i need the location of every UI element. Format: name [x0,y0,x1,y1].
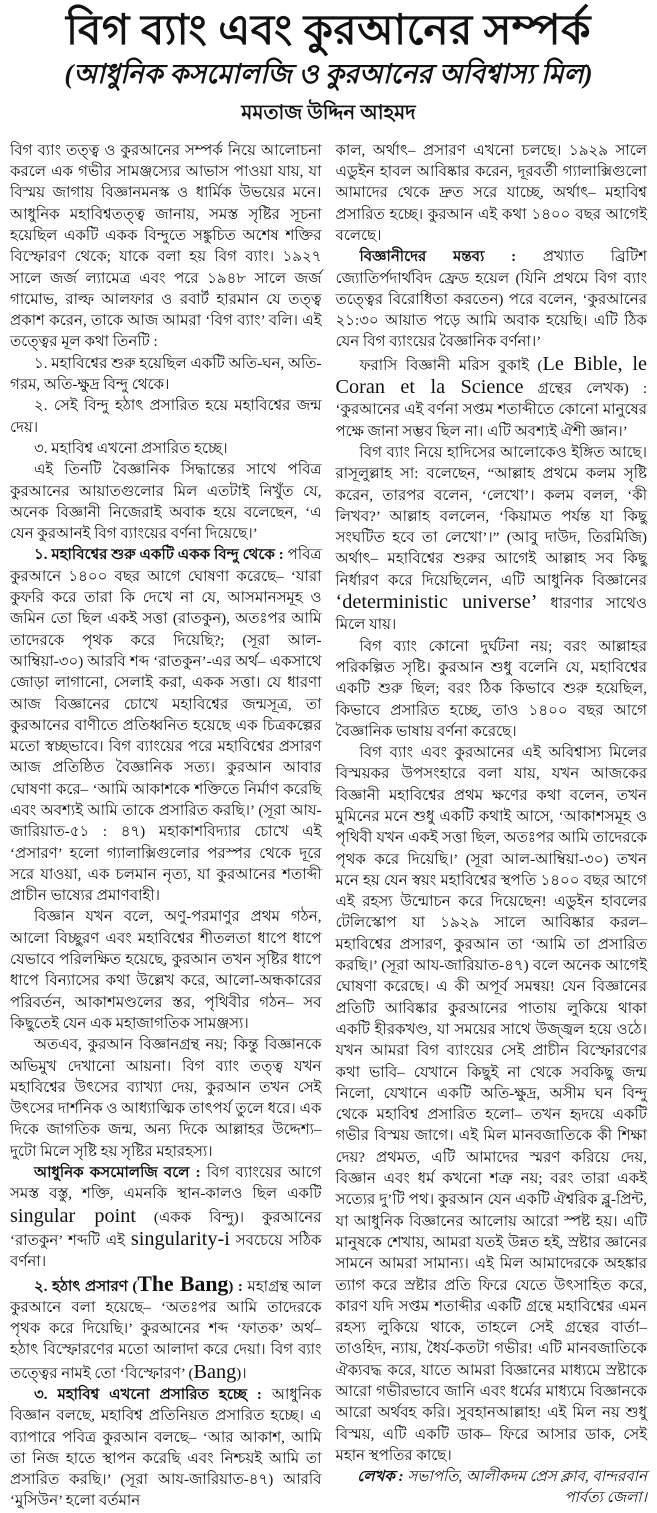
paragraph [336,637,648,743]
section-lead: ৩. মহাবিশ্ব এখনো প্রসারিত হচ্ছে : [34,1387,262,1403]
right-column [336,141,648,1510]
text-segment: বিগ ব্যাং নিয়ে হাদিসের আলোকেও ইঙ্গিত আছে। রাসূলুল্লাহ সা: বলেছেন, “আল্লাহ প্রথমে কলম সৃষ্টি করেন, তারপর বলেন, ‘লেখো’। কলম বলল, ‘কী লিখব?’ আল্লাহ বললেন, ‘কিয়ামত পর্যন্ত যা কিছু সংঘটিত হবে তা লেখো’।” (আবু দাউদ, তিরমিজি) অর্থাৎ– মহাবিশ্বের শুরুর আগেই আল্লাহ সব কিছু নির্ধারণ করে দিয়েছিলেন, এটি আধুনিক বিজ্ঞানের [335,444,647,589]
latin-term: Le Bible, le Coran et la Science [335,352,648,399]
latin-term: ‘deterministic universe’ [335,591,538,614]
text-segment: অতএব, কুরআন বিজ্ঞানগ্রন্থ নয়; কিন্তু বিজ্ঞানকে অভিমুখ দেখানো আয়না। বিগ ব্যাং তত্ত্ব যখন মহাবিশ্বের উৎসের ব্যাখ্যা দেয়, কুরআন তখন সেই উৎসের দার্শনিক ও আধ্যাত্মিক তাৎপর্য তুলে ধরে। এক দিকে জাগতিক জন্ম, অন্য দিকে আল্লাহর উদ্দেশ্য– দুটো মিলে সৃষ্টি হয় সৃষ্টির মহারহস্য। [10,1037,322,1160]
text-segment: কাল, অর্থাৎ– প্রসারণ এখনো চলছে। ১৯২৯ সালে এডুইন হাবল আবিষ্কার করেন, দূরবর্তী গ্যালাক্সিগুলো আমাদের থেকে দ্রুত সরে যাচ্ছে, অর্থাৎ– মহাবিশ্ব প্রসারিত হচ্ছে। কুরআন এই কথা ১৪০০ বছর আগেই বলেছে। [335,142,647,244]
latin-term: The Bang [137,1271,229,1296]
text-segment: গ্রন্থের লেখক) : ‘কুরআনের এই বর্ণনা সপ্তম শতাব্দীতে কোনো মানুষের পক্ষে জানা সম্ভব ছিল না। এটি অবশ্যই ঐশী জ্ঞান।’ [335,381,648,440]
paragraph [10,545,322,907]
article-author-byline: মমতাজ উদ্দিন আহমদ [241,101,416,124]
paragraph [10,907,322,1035]
paragraph [10,396,322,439]
text-segment: সভাপতি, আলীকদম প্রেস ক্লাব, বান্দরবান পার্বত্য জেলা। [403,1469,647,1507]
text-segment: বিগ ব্যাংয়ের আগে সমস্ত বস্তু, শক্তি, এমনকি স্থান-কালও ছিল একটি [10,1165,322,1203]
text-segment: বিগ ব্যাং এবং কুরআনের এই অবিশ্বাস্য মিলের বিস্ময়কর উপসংহারে বলা যায়, যখন আজকের বিজ্ঞানী মহাবিশ্বের প্রথম ক্ষণের কথা বলেন, তখন মুমিনের মনে শুধু একটি কথাই আসে, ‘আকাশসমূহ ও পৃথিবী যখন একই সত্তা ছিল, অতঃপর আমি তাদেরকে পৃথক করে দিয়েছি।’ (সূরা আল-আম্বিয়া-৩০) তখন মনে হয় যেন স্বয়ং মহাবিশ্বের স্থপতি ১৪০০ বছর আগে এই রহস্য উন্মোচন করে দিয়েছেন! এডুইন হাবলের টেলিস্কোপ যা ১৯২৯ সালে আবিষ্কার করল– মহাবিশ্বের প্রসারণ, কুরআন তা ‘আমি তা প্রসারিত করছি।’ (সূরা আয-জারিয়াত-৪৭) বলে অনেক আগেই ঘোষণা করেছে। এ কী অপূর্ব সমন্বয়! যেন বিজ্ঞানের প্রতিটি আবিষ্কার কুরআনের পাতায় লুকিয়ে থাকা একটি হীরকখণ্ড, যা সময়ের সাথে উজ্জ্বল হয়ে ওঠে। যখন আমরা বিগ ব্যাংয়ের সেই প্রাচীন বিস্ফোরণের কথা ভাবি– যেখানে কিছুই না থেকে সবকিছু জন্ম নিলো, যেখানে একটি অতি-ক্ষুদ্র, অসীম ঘন বিন্দু থেকে মহাবিশ্ব প্রসারিত হলো– তখন হৃদয়ে একটি গভীর বিস্ময় জাগে। এই মিল মানবজাতিকে কী শিক্ষা দেয়? প্রথমত, এটি আমাদের স্মরণ করিয়ে দেয়, বিজ্ঞান এবং ধর্ম কখনো শত্রু নয়; বরং তারা একই সত্যের দু’টি পথ। কুরআন যেন একটি ঐশ্বরিক ব্লু-প্রিন্ট, যা আধুনিক বিজ্ঞানের আলোয় আরো স্পষ্ট হয়। এটি মানুষকে শেখায়, আমরা যতই উন্নত হই, স্রষ্টার জ্ঞানের সামনে আমরা সামান্য। এই মিল আমাদেরকে অহঙ্কার ত্যাগ করে স্রষ্টার প্রতি ফিরে যেতে উৎসাহিত করে, কারণ যদি সপ্তম শতাব্দীর একটি গ্রন্থে মহাবিশ্বের এমন রহস্য লুকিয়ে থাকে, তাহলে সেই গ্রন্থের বার্তা– তাওহিদ, ন্যায়, ধৈর্য-কতটা গভীর! এটি মানবজাতিকে ঐক্যবদ্ধ করে, যাতে আমরা বিজ্ঞানের মাধ্যমে স্রষ্টাকে আরো গভীরভাবে জানি এবং ধর্মের মাধ্যমে বিজ্ঞানকে আরো অর্থবহ করি। সুবহানআল্লাহ! এই মিল নয় শুধু বিস্ময়, এটি একটি ডাক– ফিরে আসার ডাক, সেই মহান স্থপতির কাছে। [335,745,647,1464]
section-lead: বিজ্ঞানীদের মন্তব্য : [359,249,517,266]
paragraph [10,354,322,397]
latin-term: singularity-i [130,1227,230,1250]
paragraph [10,1271,322,1385]
text-segment: বিগ ব্যাং কোনো দুর্ঘটনা নয়; বরং আল্লাহর পরিকল্পিত সৃষ্টি। কুরআন শুধু বলেনি যে, মহাবিশ্বের একটি শুরু ছিল; বরং ঠিক কিভাবে শুরু হয়েছিল, কিভাবে প্রসারিত হচ্ছে, তাও ১৪০০ বছর আগে বৈজ্ঞানিক ভাষায় বর্ণনা করেছে। [335,638,647,740]
text-segment: পবিত্র কুরআনে ১৪০০ বছর আগে ঘোষণা করেছে– ‘যারা কুফরি করে তারা কি দেখে না যে, আসমানসমূহ ও জমিন তো ছিল একই সত্তা (রাতকুন), অতঃপর আমি তাদেরকে পৃথক করে দিয়েছি?; (সূরা আল-আম্বিয়া-৩০) আরবি শব্দ ‘রাতকুন’-এর অর্থ– একসাথে জোড়া লাগানো, সেলাই করা, একক সত্তা। যে ধারণা আজ বিজ্ঞানের চোখে মহাবিশ্বের জন্মসূত্র, তা কুরআনের বাণীতে প্রতিধ্বনিত হয়েছে এক চিত্রকল্পের মতো স্বচ্ছভাবে। বিগ ব্যাংয়ের পরে মহাবিশ্বের প্রসারণ আজ প্রতিষ্ঠিত বৈজ্ঞানিক সত্য। কুরআন আবার ঘোষণা করে– ‘আমি আকাশকে শক্তিতে নির্মাণ করেছি এবং অবশ্যই আমি তাকে প্রসারিত করছি।’ (সূরা আয-জারিয়াত-৫১ : ৪৭) মহাকাশবিদ্যার চোখে এই ‘প্রসারণ’ হলো গ্যালাক্সিগুলোর পরস্পর থেকে দূরে সরে যাওয়া, এক চলমান নৃত্য, যা কুরআনের শতাব্দী প্রাচীন ভাষ্যের প্রমাণবাহী। [10,547,322,905]
paragraph [336,141,648,247]
text-segment: ৩. মহাবিশ্ব এখনো প্রসারিত হচ্ছে। [34,440,228,457]
paragraph [336,354,648,443]
text-segment: )। [236,1365,247,1382]
author-footnote [336,1467,648,1510]
latin-term: Bang [193,1360,237,1383]
latin-term: singular point [10,1204,137,1227]
text-segment: (একক বিন্দু)। কুরআনের ‘রাতকুন’ শব্দটি এই [10,1209,322,1249]
text-segment: ১. মহাবিশ্বের শুরু হয়েছিল একটি অতি-ঘন, অতি-গরম, অতি-ক্ষুদ্র বিন্দু থেকে। [10,355,322,394]
text-segment: ২. সেই বিন্দু হঠাৎ প্রসারিত হয়ে মহাবিশ্বের জন্ম দেয়। [10,398,322,436]
section-lead: আধুনিক কসমোলজি বলে : [34,1165,201,1182]
text-segment: সবচেয়ে সঠিক বর্ণনা। [10,1232,322,1271]
text-segment: বিগ ব্যাং তত্ত্ব ও কুরআনের সম্পর্ক নিয়ে আলোচনা করলে এক গভীর সামঞ্জস্যের আভাস পাওয়া যায়, যা বিস্ময় জাগায় বিজ্ঞানমনস্ক ও ধার্মিক উভয়ের মনে। আধুনিক মহাবিশ্বতত্ত্ব জানায়, সমস্ত সৃষ্টির সূচনা হয়েছিল একটি একক বিন্দুতে সঙ্কুচিত অশেষ শক্তির বিস্ফোরণ থেকে; যাকে বলা হয় বিগ ব্যাং। ১৯২৭ সালে জর্জ ল্যামেত্র এবং পরে ১৯৪৮ সালে জর্জ গামোভ, রাল্ফ আলফার ও রবার্ট হারমান যে তত্ত্ব প্রকাশ করেন, তাকে আজ আমরা ‘বিগ ব্যাং’ বলি। এই তত্ত্বের মূল কথা তিনটি : [10,142,322,351]
section-lead: লেখক : [357,1469,404,1486]
text-segment: মহাগ্রন্থ আল কুরআনে বলা হয়েছে– ‘অতঃপর আমি তাদেরকে পৃথক করে দিয়েছি।’ কুরআনের শব্দ ‘ফাতক’ অর্থ– হঠাৎ বিস্ফোরণের মতো আলাদা করে দেয়া। বিগ ব্যাং তত্ত্বের নামই তো ‘বিস্ফোরণ’ ( [10,1278,322,1382]
paragraph [336,247,648,353]
paragraph [10,1035,322,1163]
paragraph [10,439,322,460]
text-segment: ধারণার সাথেও মিলে যায়। [335,596,648,634]
article-title: বিগ ব্যাং এবং কুরআনের সম্পর্ক [66,8,591,54]
paragraph [10,460,322,545]
paragraph [10,141,322,354]
left-column [10,141,322,1513]
paragraph [10,1163,322,1273]
paragraph [336,743,648,1467]
text-segment: এই তিনটি বৈজ্ঞানিক সিদ্ধান্তের সাথে পবিত্র কুরআনের আয়াতগুলোর মিল এতটাই নিখুঁত যে, অনেক বিজ্ঞানী নিজেরাই অবাক হয়ে বলেছেন, ‘এ যেন কুরআনই বিগ ব্যাংয়ের বর্ণনা দিয়েছে।’ [10,462,322,543]
section-lead: ) : [228,1278,243,1295]
paragraph [10,1385,322,1513]
text-segment: আধুনিক বিজ্ঞান বলছে, মহাবিশ্ব প্রতিনিয়ত প্রসারিত হচ্ছে। এ ব্যাপারে পবিত্র কুরআন বলছে– ‘আর আকাশ, আমি তা নিজ হাতে স্থাপন করেছি এবং নিশ্চয়ই আমি তা প্রসারিত করছি।’ (সূরা আয-জারিয়াত-৪৭) আরবি ‘মুসিউন’ হলো বর্তমান [10,1387,322,1510]
section-lead: ১. মহাবিশ্বের শুরু একটি একক বিন্দু থেকে : [34,547,284,564]
section-lead: ২. হঠাৎ প্রসারণ ( [34,1278,138,1295]
text-segment: প্রখ্যাত ব্রিটিশ জ্যোতির্পদার্থবিদ ফ্রেড হয়েল (যিনি প্রথমে বিগ ব্যাং তত্ত্বের বিরোধিতা করতেন) পরে বলেন, ‘কুরআনের ২১:৩০ আয়াত পড়ে আমি অবাক হয়েছি। এটি ঠিক যেন বিগ ব্যাংয়ের বৈজ্ঞানিক বর্ণনা।’ [335,249,647,351]
article-body [10,141,647,1513]
text-segment: ফরাসি বিজ্ঞানী মরিস বুকাই ( [359,357,543,374]
paragraph [336,443,648,637]
article-subtitle: (আধুনিক কসমোলজি ও কুরআনের অবিশ্বাস্য মিল) [64,59,593,90]
text-segment: বিজ্ঞান যখন বলে, অণু-পরমাণুর প্রথম গঠন, আলো বিচ্ছুরণ এবং মহাবিশ্বের শীতলতা ধাপে ধাপে যেভাবে পরিলক্ষিত হয়েছে, কুরআন তখন সৃষ্টির ধাপে ধাপে বিন্যাসের কথা উল্লেখ করে, আলো-অন্ধকারের পরিবর্তন, আকাশমণ্ডলের স্তর, পৃথিবীর গঠন– সব কিছুতেই যেন এক মহাজাগতিক সামঞ্জস্য। [10,909,322,1032]
